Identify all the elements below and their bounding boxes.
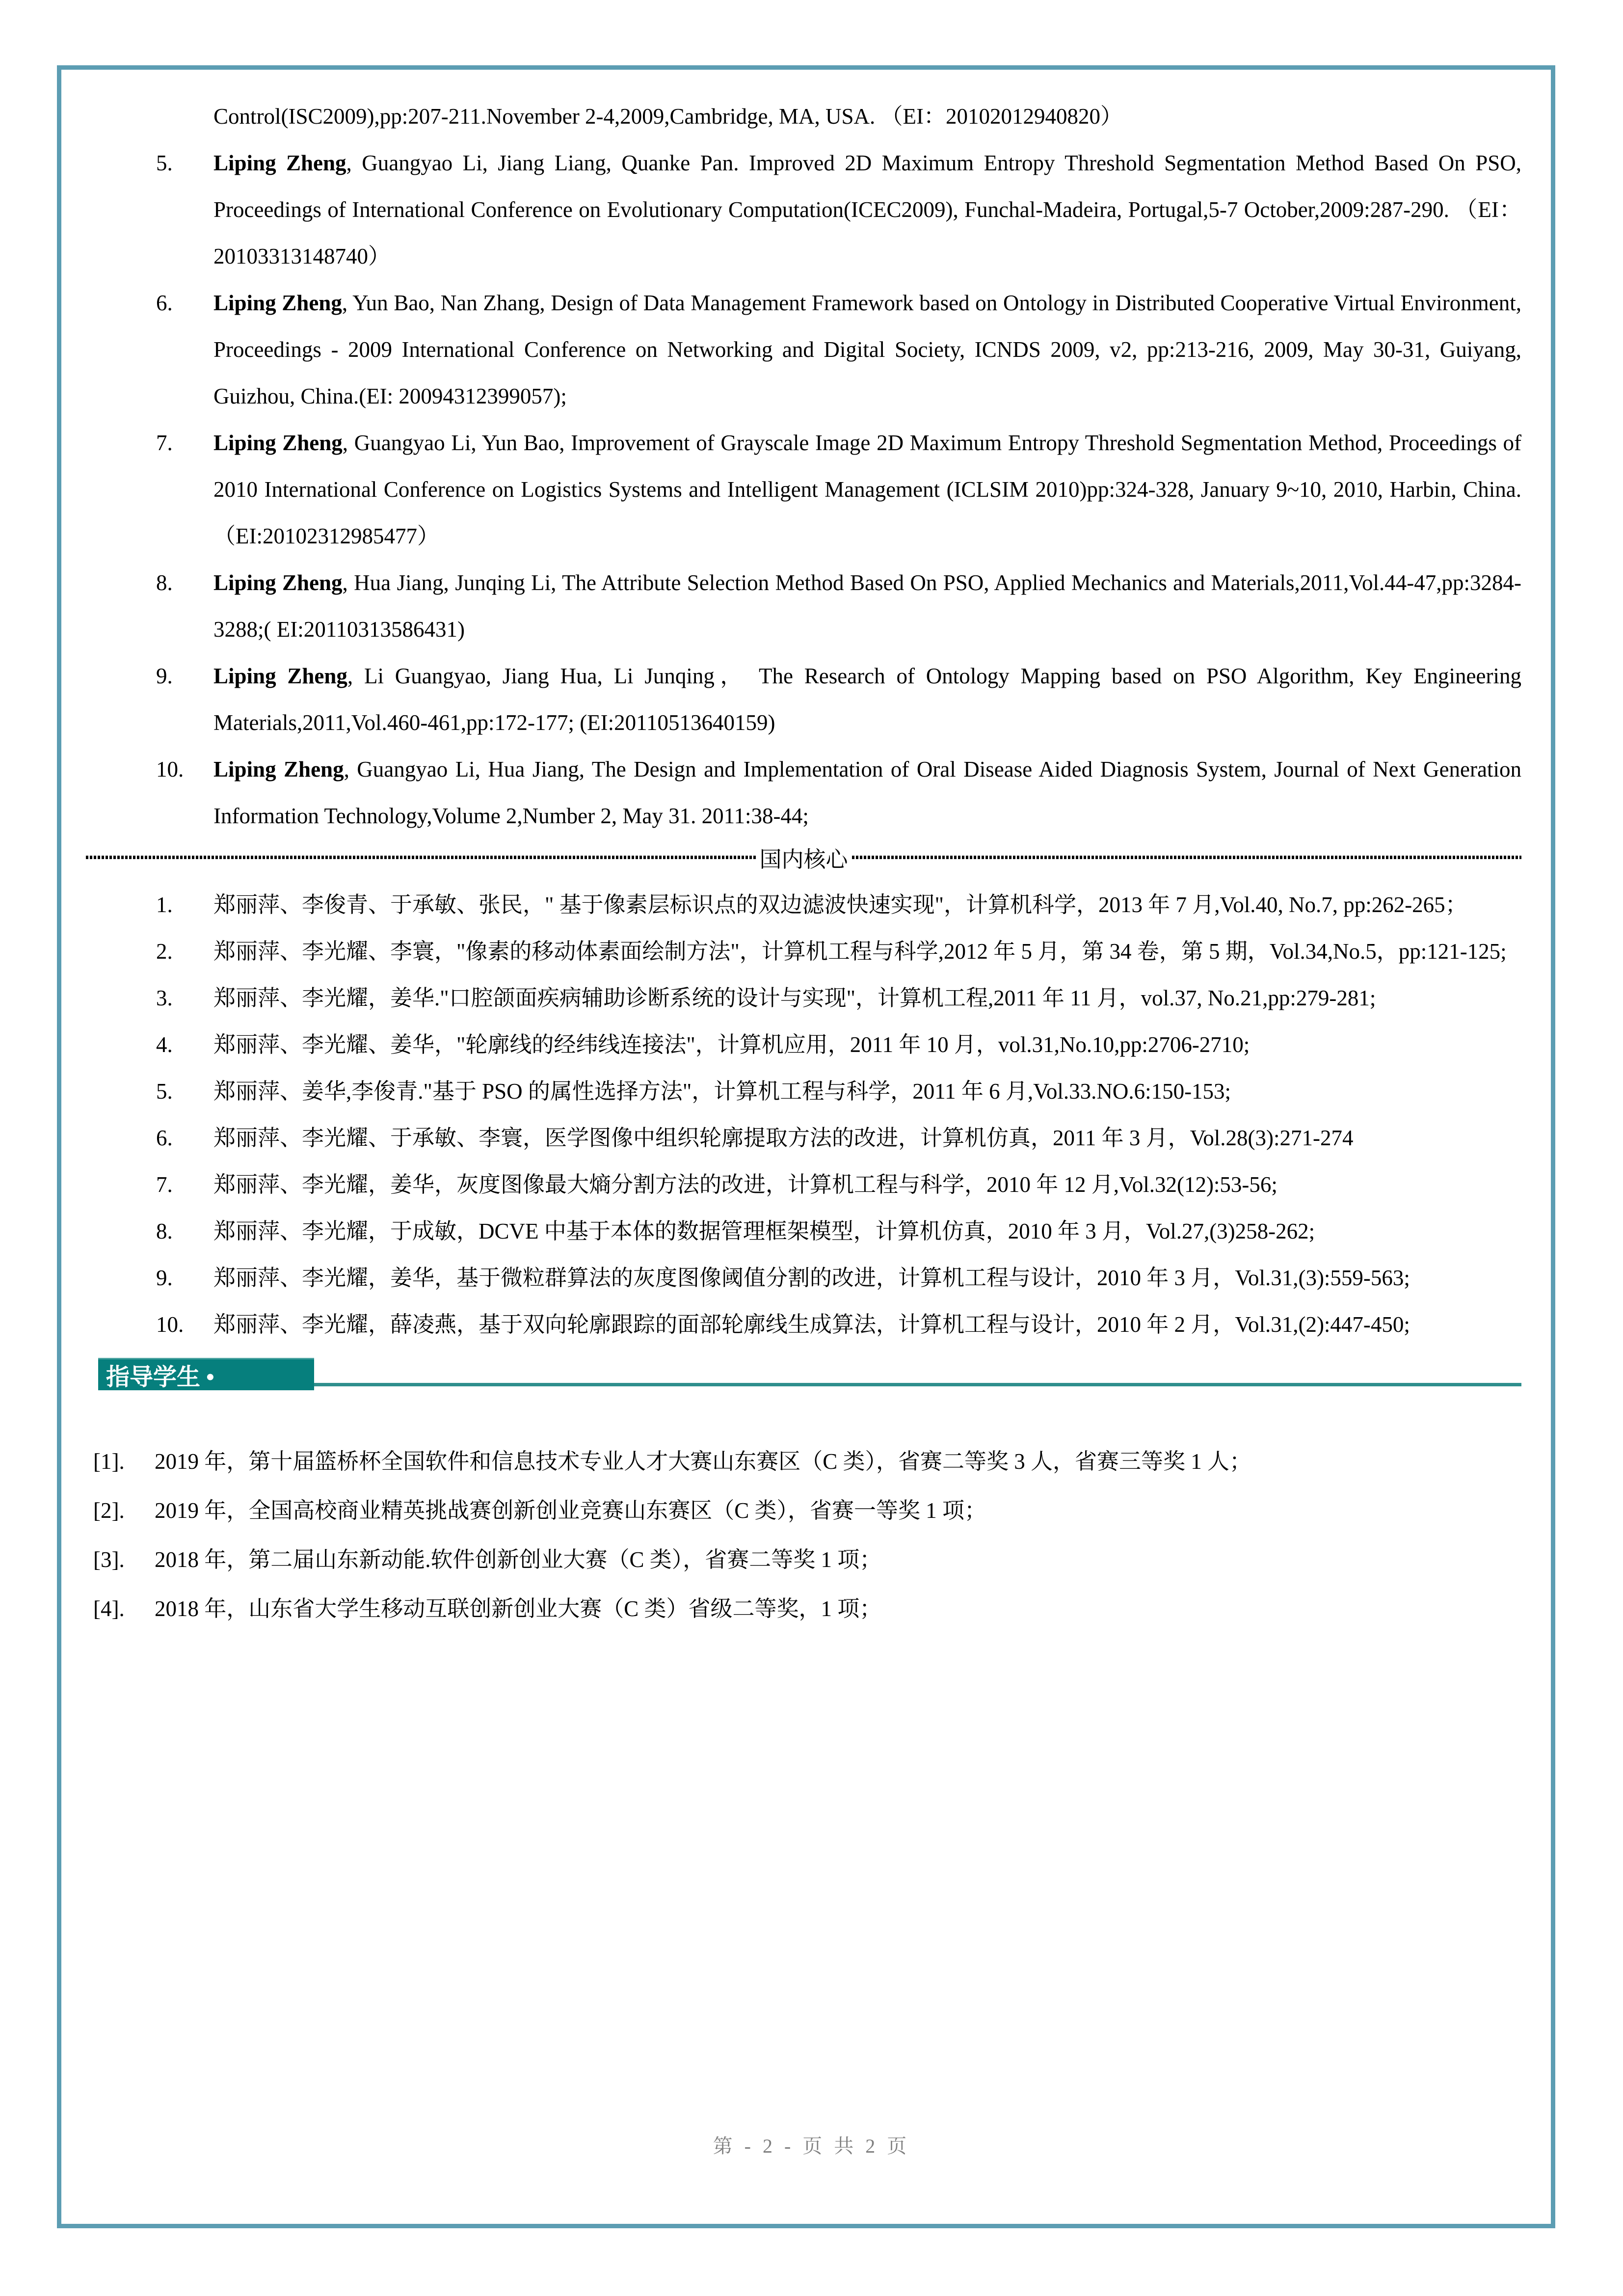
author-name: Liping Zheng: [213, 291, 342, 315]
publication-item-cn-10: [61, 1301, 1551, 1348]
section-divider: [86, 842, 1521, 872]
item-number: 5.: [156, 151, 173, 175]
publication-text: 郑丽萍、李光耀，于成敏，DCVE 中基于本体的数据管理框架模型，计算机仿真，2010 年 3 月，Vol.27,(3)258-262;: [213, 1219, 1315, 1243]
page-number-footer: 第 - 2 - 页 共 2 页: [713, 2135, 910, 2157]
award-text: 2019 年，全国高校商业精英挑战赛创新创业竞赛山东赛区（C 类），省赛一等奖 1 项；: [155, 1498, 987, 1523]
page-content: [61, 70, 1551, 1633]
item-number: 3.: [156, 986, 173, 1010]
publication-rest: , Yun Bao, Nan Zhang, Design of Data Management Framework based on Ontology in Distributed Cooperative Virtual Environment, Proceedings - 2009 International Conference on Networking and Digital Society, ICNDS 2009, v2, pp:213-216, 2009, May 30-31, Guiyang, Guizhou, China.(EI: 20094312399057);: [213, 291, 1522, 408]
item-number: 9.: [156, 664, 173, 688]
publication-rest: , Hua Jiang, Junqing Li, The Attribute Selection Method Based On PSO, Applied Mechanics and Materials,2011,Vol.44-47,pp:3284-3288;( EI:20110313586431): [213, 570, 1521, 642]
page-frame: [57, 65, 1555, 2228]
publication-item-cn-6: [61, 1115, 1551, 1162]
publication-rest: , Guangyao Li, Hua Jiang, The Design and Implementation of Oral Disease Aided Diagnosis System, Journal of Next Generation Information Technology,Volume 2,Number 2, May 31. 2011:38-44;: [213, 757, 1521, 828]
award-item-4: [61, 1584, 1551, 1633]
publication-item-cn-7: [61, 1162, 1551, 1208]
award-text: 2019 年，第十届篮桥杯全国软件和信息技术专业人才大赛山东赛区（C 类），省赛二等奖 3 人，省赛三等奖 1 人；: [155, 1449, 1252, 1474]
publication-item-en-5: [61, 140, 1551, 280]
publication-rest: , Li Guangyao, Jiang Hua, Li Junqing， The Research of Ontology Mapping based on PSO Algorithm, Key Engineering Materials,2011,Vol.460-461,pp:172-177; (EI:20110513640159): [213, 664, 1521, 735]
author-name: Liping Zheng: [213, 570, 343, 595]
item-number: 8.: [156, 570, 173, 595]
publication-rest: , Guangyao Li, Yun Bao, Improvement of Grayscale Image 2D Maximum Entropy Threshold Segmentation Method, Proceedings of 2010 International Conference on Logistics Systems and Intelligent Management (ICLSIM 2010)pp:324-328, January 9~10, 2010, Harbin, China. （EI:20102312985477）: [213, 431, 1521, 548]
publication-text: 郑丽萍、姜华,李俊青."基于 PSO 的属性选择方法"，计算机工程与科学，2011 年 6 月,Vol.33.NO.6:150-153;: [213, 1079, 1231, 1104]
publication-text: [213, 746, 1521, 839]
publication-item-en-8: [61, 560, 1551, 653]
item-number: 7.: [156, 431, 173, 455]
publication-text: 郑丽萍、李光耀、李寰，"像素的移动体素面绘制方法"，计算机工程与科学,2012 年 5 月，第 34 卷，第 5 期，Vol.34,No.5，pp:121-125;: [213, 939, 1507, 964]
publication-continuation-line: Control(ISC2009),pp:207-211.November 2-4,2009,Cambridge, MA, USA. （EI：20102012940820）: [213, 104, 1122, 129]
item-number: 7.: [156, 1172, 173, 1197]
item-number: 4.: [156, 1032, 173, 1057]
author-name: Liping Zheng: [213, 431, 343, 455]
item-number: 10.: [156, 1312, 184, 1337]
award-item-3: [61, 1535, 1551, 1584]
item-number: 5.: [156, 1079, 173, 1104]
item-number: [3].: [93, 1547, 125, 1572]
publication-item-cn-9: [61, 1255, 1551, 1301]
item-number: 2.: [156, 939, 173, 964]
publication-text: 郑丽萍、李光耀、姜华，"轮廓线的经纬线连接法"，计算机应用，2011 年 10 月，vol.31,No.10,pp:2706-2710;: [213, 1032, 1250, 1057]
publication-rest: , Guangyao Li, Jiang Liang, Quanke Pan. Improved 2D Maximum Entropy Threshold Segmentation Method Based On PSO, Proceedings of International Conference on Evolutionary Computation(ICEC2009), Funchal-Madeira, Portugal,5-7 October,2009:287-290. （EI： 20103313148740）: [213, 151, 1521, 269]
publication-item-cn-5: [61, 1068, 1551, 1115]
students-section-title: 指导学生 •: [98, 1358, 314, 1390]
publication-text: 郑丽萍、李光耀，姜华，灰度图像最大熵分割方法的改进，计算机工程与科学，2010 年 12 月,Vol.32(12):53-56;: [213, 1172, 1277, 1197]
item-number: 9.: [156, 1266, 173, 1290]
award-item-2: [61, 1486, 1551, 1535]
divider-label: 国内核心: [759, 847, 848, 872]
author-name: Liping Zheng: [213, 664, 347, 688]
publication-item-en-10: [61, 746, 1551, 839]
student-awards-list: [61, 1437, 1551, 1633]
item-number: 10.: [156, 757, 184, 782]
publication-text: [213, 420, 1521, 560]
publication-text: [213, 280, 1521, 420]
publication-text: 郑丽萍、李光耀，姜华."口腔颌面疾病辅助诊断系统的设计与实现"，计算机工程,2011 年 11 月，vol.37, No.21,pp:279-281;: [213, 986, 1376, 1010]
publication-item-en-9: [61, 653, 1551, 746]
item-number: 6.: [156, 291, 173, 315]
publication-text: 郑丽萍、李光耀，姜华，基于微粒群算法的灰度图像阈值分割的改进，计算机工程与设计，2010 年 3 月，Vol.31,(3):559-563;: [213, 1266, 1410, 1290]
students-section-header: [98, 1358, 1521, 1390]
publication-item-en-7: [61, 420, 1551, 560]
item-number: 8.: [156, 1219, 173, 1243]
item-number: 1.: [156, 892, 173, 917]
section-underline: [314, 1383, 1521, 1386]
publication-text: [213, 560, 1521, 653]
publication-item-cn-4: [61, 1022, 1551, 1068]
publication-text: [213, 653, 1521, 746]
publication-item-cn-3: [61, 975, 1551, 1022]
publication-text: 郑丽萍、李光耀、于承敏、李寰，医学图像中组织轮廓提取方法的改进，计算机仿真，2011 年 3 月，Vol.28(3):271-274: [213, 1126, 1354, 1150]
award-text: 2018 年，山东省大学生移动互联创新创业大赛（C 类）省级二等奖，1 项；: [155, 1596, 882, 1621]
publication-text: [213, 140, 1521, 280]
award-text: 2018 年，第二届山东新动能.软件创新创业大赛（C 类），省赛二等奖 1 项；: [155, 1547, 882, 1572]
author-name: Liping Zheng: [213, 151, 346, 175]
publication-text: 郑丽萍、李光耀，薛凌燕，基于双向轮廓跟踪的面部轮廓线生成算法，计算机工程与设计，2010 年 2 月，Vol.31,(2):447-450;: [213, 1312, 1410, 1337]
award-item-1: [61, 1437, 1551, 1486]
item-number: [2].: [93, 1498, 125, 1523]
divider-dash-right: [852, 856, 1522, 859]
publication-item-cn-1: [61, 882, 1551, 928]
publication-item-cn-2: [61, 928, 1551, 975]
publication-item-cn-8: [61, 1208, 1551, 1255]
publication-item-en-6: [61, 280, 1551, 420]
publication-text: 郑丽萍、李俊青、于承敏、张民，" 基于像素层标识点的双边滤波快速实现"，计算机科学，2013 年 7 月,Vol.40, No.7, pp:262-265；: [213, 892, 1467, 917]
item-number: [4].: [93, 1596, 125, 1621]
item-number: 6.: [156, 1126, 173, 1150]
author-name: Liping Zheng: [213, 757, 344, 782]
item-number: [1].: [93, 1449, 125, 1474]
divider-dash-left: [86, 856, 756, 859]
